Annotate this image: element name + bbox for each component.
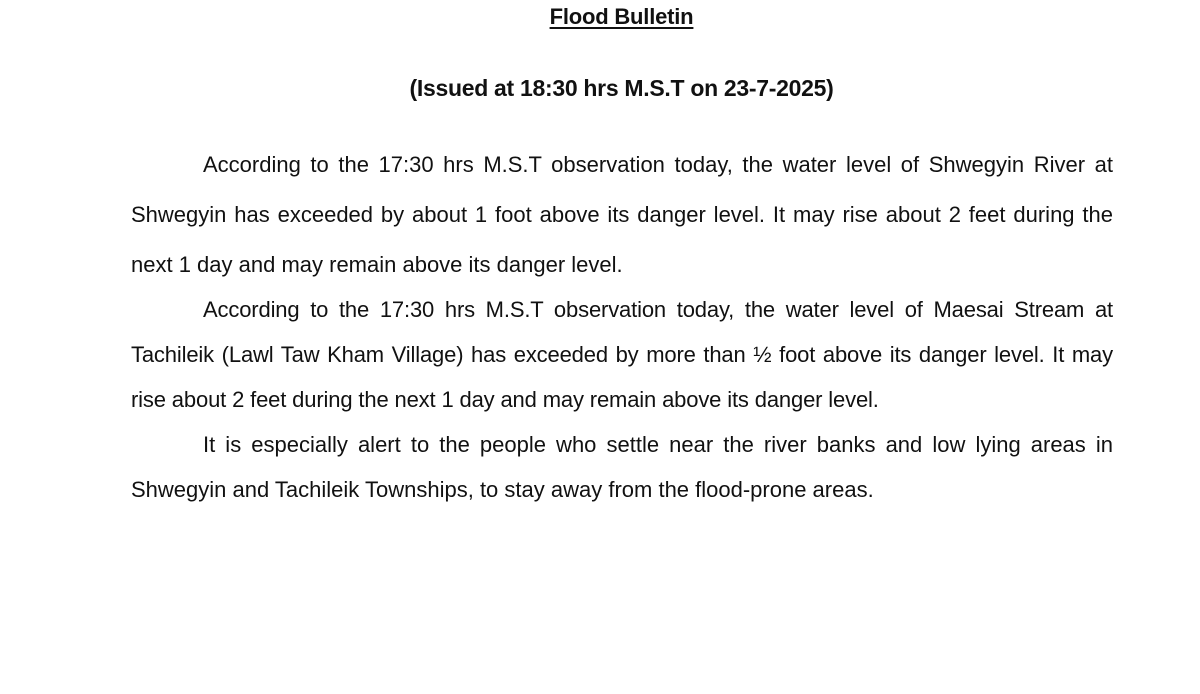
- issued-time-line: (Issued at 18:30 hrs M.S.T on 23-7-2025): [409, 75, 834, 101]
- bulletin-body: [131, 140, 1113, 512]
- bulletin-title: Flood Bulletin: [549, 4, 694, 29]
- paragraph-shwegyin-river: According to the 17:30 hrs M.S.T observation today, the water level of Shwegyin River at Shwegyin has exceeded by about 1 foot above its danger level. It may rise about 2 feet during the next 1 day and may remain above its danger level.: [131, 152, 1113, 277]
- paragraph-maesai-stream: According to the 17:30 hrs M.S.T observation today, the water level of Maesai Stream at Tachileik (Lawl Taw Kham Village) has exceeded by more than ½ foot above its danger level. It may rise about 2 feet during the next 1 day and may remain above its danger level.: [131, 297, 1113, 412]
- paragraph-alert-notice: It is especially alert to the people who settle near the river banks and low lying areas in Shwegyin and Tachileik Townships, to stay away from the flood-prone areas.: [131, 432, 1113, 502]
